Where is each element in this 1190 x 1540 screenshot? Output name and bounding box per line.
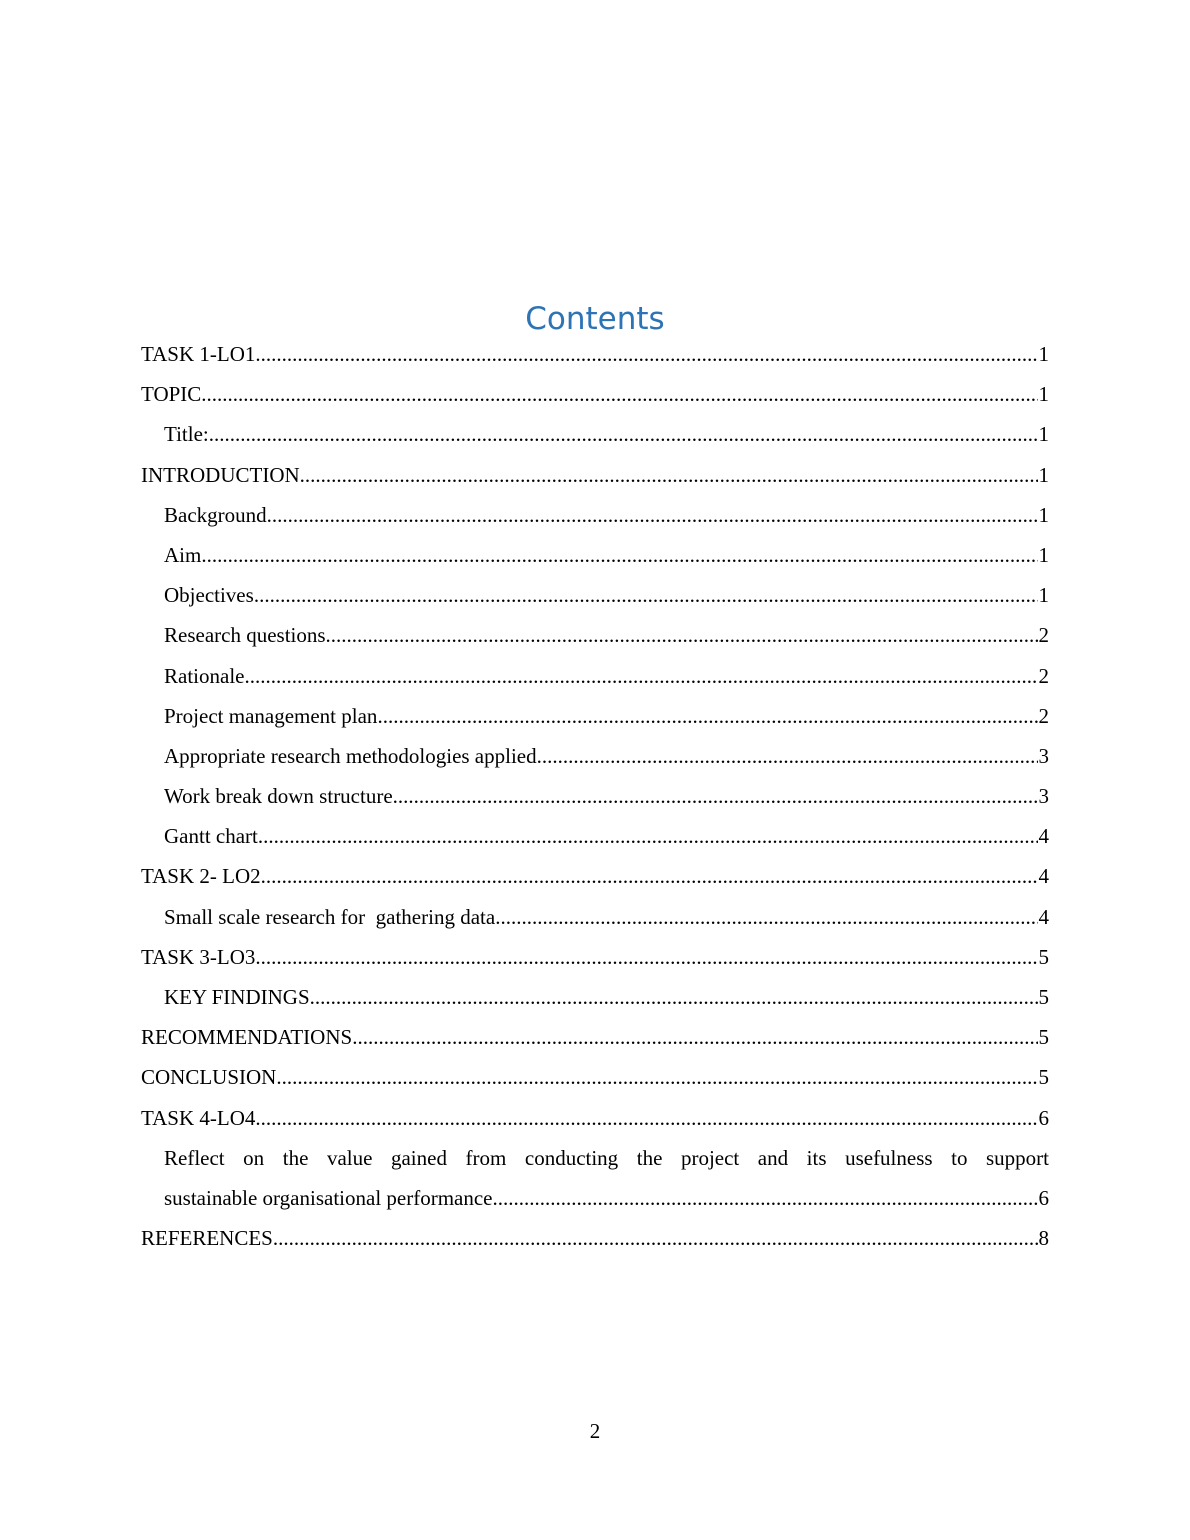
toc-leader-dots [493, 1178, 1038, 1218]
toc-leader-dots [377, 696, 1037, 736]
toc-entry-page: 3 [1038, 784, 1049, 809]
toc-leader-dots [209, 414, 1038, 454]
toc-entry-label: RECOMMENDATIONS [141, 1025, 353, 1050]
toc-entry-label: TASK 3-LO3 [141, 944, 256, 969]
toc-entry[interactable] [141, 937, 1049, 977]
toc-leader-dots [201, 374, 1037, 414]
toc-entry-page: 1 [1038, 422, 1049, 447]
toc-entry[interactable] [141, 856, 1049, 896]
toc-entry-page: 2 [1038, 703, 1049, 728]
toc-entry[interactable] [141, 736, 1049, 776]
toc-entry-label: TASK 1-LO1 [141, 342, 256, 366]
toc-leader-dots [244, 656, 1037, 696]
toc-entry-page: 8 [1038, 1226, 1049, 1251]
toc-leader-dots [326, 615, 1038, 655]
toc-entry-page: 1 [1038, 382, 1049, 407]
toc-entry-label: Gantt chart [164, 824, 258, 849]
toc-leader-dots [261, 856, 1038, 896]
toc-entry[interactable] [141, 656, 1049, 696]
toc-entry[interactable] [141, 696, 1049, 736]
toc-entry-page: 5 [1038, 1065, 1049, 1090]
toc-entry-page: 4 [1038, 824, 1049, 849]
toc-entry-label: Rationale [164, 663, 245, 688]
toc-entry-label: Research questions [164, 623, 326, 648]
toc-entry[interactable] [141, 1138, 1049, 1218]
toc-entry[interactable] [141, 495, 1049, 535]
toc-entry-page: 1 [1038, 583, 1049, 608]
toc-entry-label: Objectives [164, 583, 254, 608]
toc-entry-label-line-1: Reflect on the value gained from conducting the project and its usefulness to support [164, 1145, 1049, 1170]
toc-entry[interactable] [141, 1017, 1049, 1057]
toc-entry[interactable] [141, 334, 1049, 374]
toc-entry-label: TASK 2- LO2 [141, 864, 261, 889]
toc-entry-page: 4 [1038, 864, 1049, 889]
toc-entry-page: 5 [1038, 1025, 1049, 1050]
toc-entry-page: 1 [1038, 542, 1049, 567]
toc-entry-label: Title: [164, 422, 209, 447]
toc-leader-dots [393, 776, 1038, 816]
toc-entry-page: 4 [1038, 904, 1049, 929]
toc-leader-dots [273, 1218, 1038, 1258]
toc-entry[interactable] [141, 1057, 1049, 1097]
toc-entry-page: 1 [1038, 502, 1049, 527]
toc-leader-dots [254, 575, 1038, 615]
toc-entry-page: 6 [1038, 1185, 1049, 1210]
toc-entry-label: Small scale research for gathering data [164, 904, 496, 929]
toc-entry-page: 1 [1038, 342, 1049, 366]
toc-entry-label: Appropriate research methodologies applied [164, 743, 537, 768]
toc-entry-page: 2 [1038, 663, 1049, 688]
toc-entry[interactable] [141, 575, 1049, 615]
toc-entry[interactable] [141, 535, 1049, 575]
toc-entry[interactable] [141, 414, 1049, 454]
toc-leader-dots [537, 736, 1038, 776]
toc-leader-dots [267, 495, 1038, 535]
toc-entry[interactable] [141, 1218, 1049, 1258]
toc-entry-label: Background [164, 502, 267, 527]
toc-entry-label: KEY FINDINGS [164, 985, 310, 1009]
toc-leader-dots [276, 1057, 1037, 1097]
toc-leader-dots [255, 1098, 1037, 1138]
toc-leader-dots [310, 977, 1038, 1017]
toc-entry-page: 1 [1038, 462, 1049, 487]
toc-entry-label: TOPIC [141, 382, 202, 407]
toc-leader-dots [255, 937, 1037, 977]
toc-entry[interactable] [141, 1098, 1049, 1138]
toc-entry[interactable] [141, 374, 1049, 414]
toc-entry-label: TASK 4-LO4 [141, 1105, 256, 1130]
toc-entry-page: 6 [1038, 1105, 1049, 1130]
toc-entry[interactable] [141, 977, 1049, 1017]
toc-leader-dots [255, 334, 1037, 374]
toc-leader-dots [201, 535, 1037, 575]
toc-entry-label: REFERENCES [141, 1226, 273, 1251]
toc-entry-page: 5 [1038, 944, 1049, 969]
toc-entry-page: 3 [1038, 743, 1049, 768]
toc-entry-label-line-2: sustainable organisational performance [164, 1185, 493, 1210]
toc-entry-label: Project management plan [164, 703, 378, 728]
toc-entry[interactable] [141, 776, 1049, 816]
table-of-contents [141, 334, 1049, 1258]
toc-entry[interactable] [141, 816, 1049, 856]
contents-heading: Contents [525, 301, 665, 337]
toc-entry-label: INTRODUCTION [141, 462, 300, 487]
toc-entry[interactable] [141, 455, 1049, 495]
toc-leader-dots [300, 455, 1038, 495]
toc-entry-label: Work break down structure [164, 784, 393, 809]
toc-entry-page: 2 [1038, 623, 1049, 648]
toc-entry-label: Aim [164, 542, 202, 567]
toc-entry-line-2 [164, 1178, 1049, 1218]
page-number: 2 [589, 1419, 601, 1443]
toc-entry[interactable] [141, 897, 1049, 937]
toc-entry-label: CONCLUSION [141, 1065, 277, 1090]
toc-leader-dots [258, 816, 1038, 856]
toc-leader-dots [352, 1017, 1037, 1057]
toc-entry[interactable] [141, 615, 1049, 655]
toc-entry-page: 5 [1038, 985, 1049, 1009]
toc-leader-dots [495, 897, 1037, 937]
